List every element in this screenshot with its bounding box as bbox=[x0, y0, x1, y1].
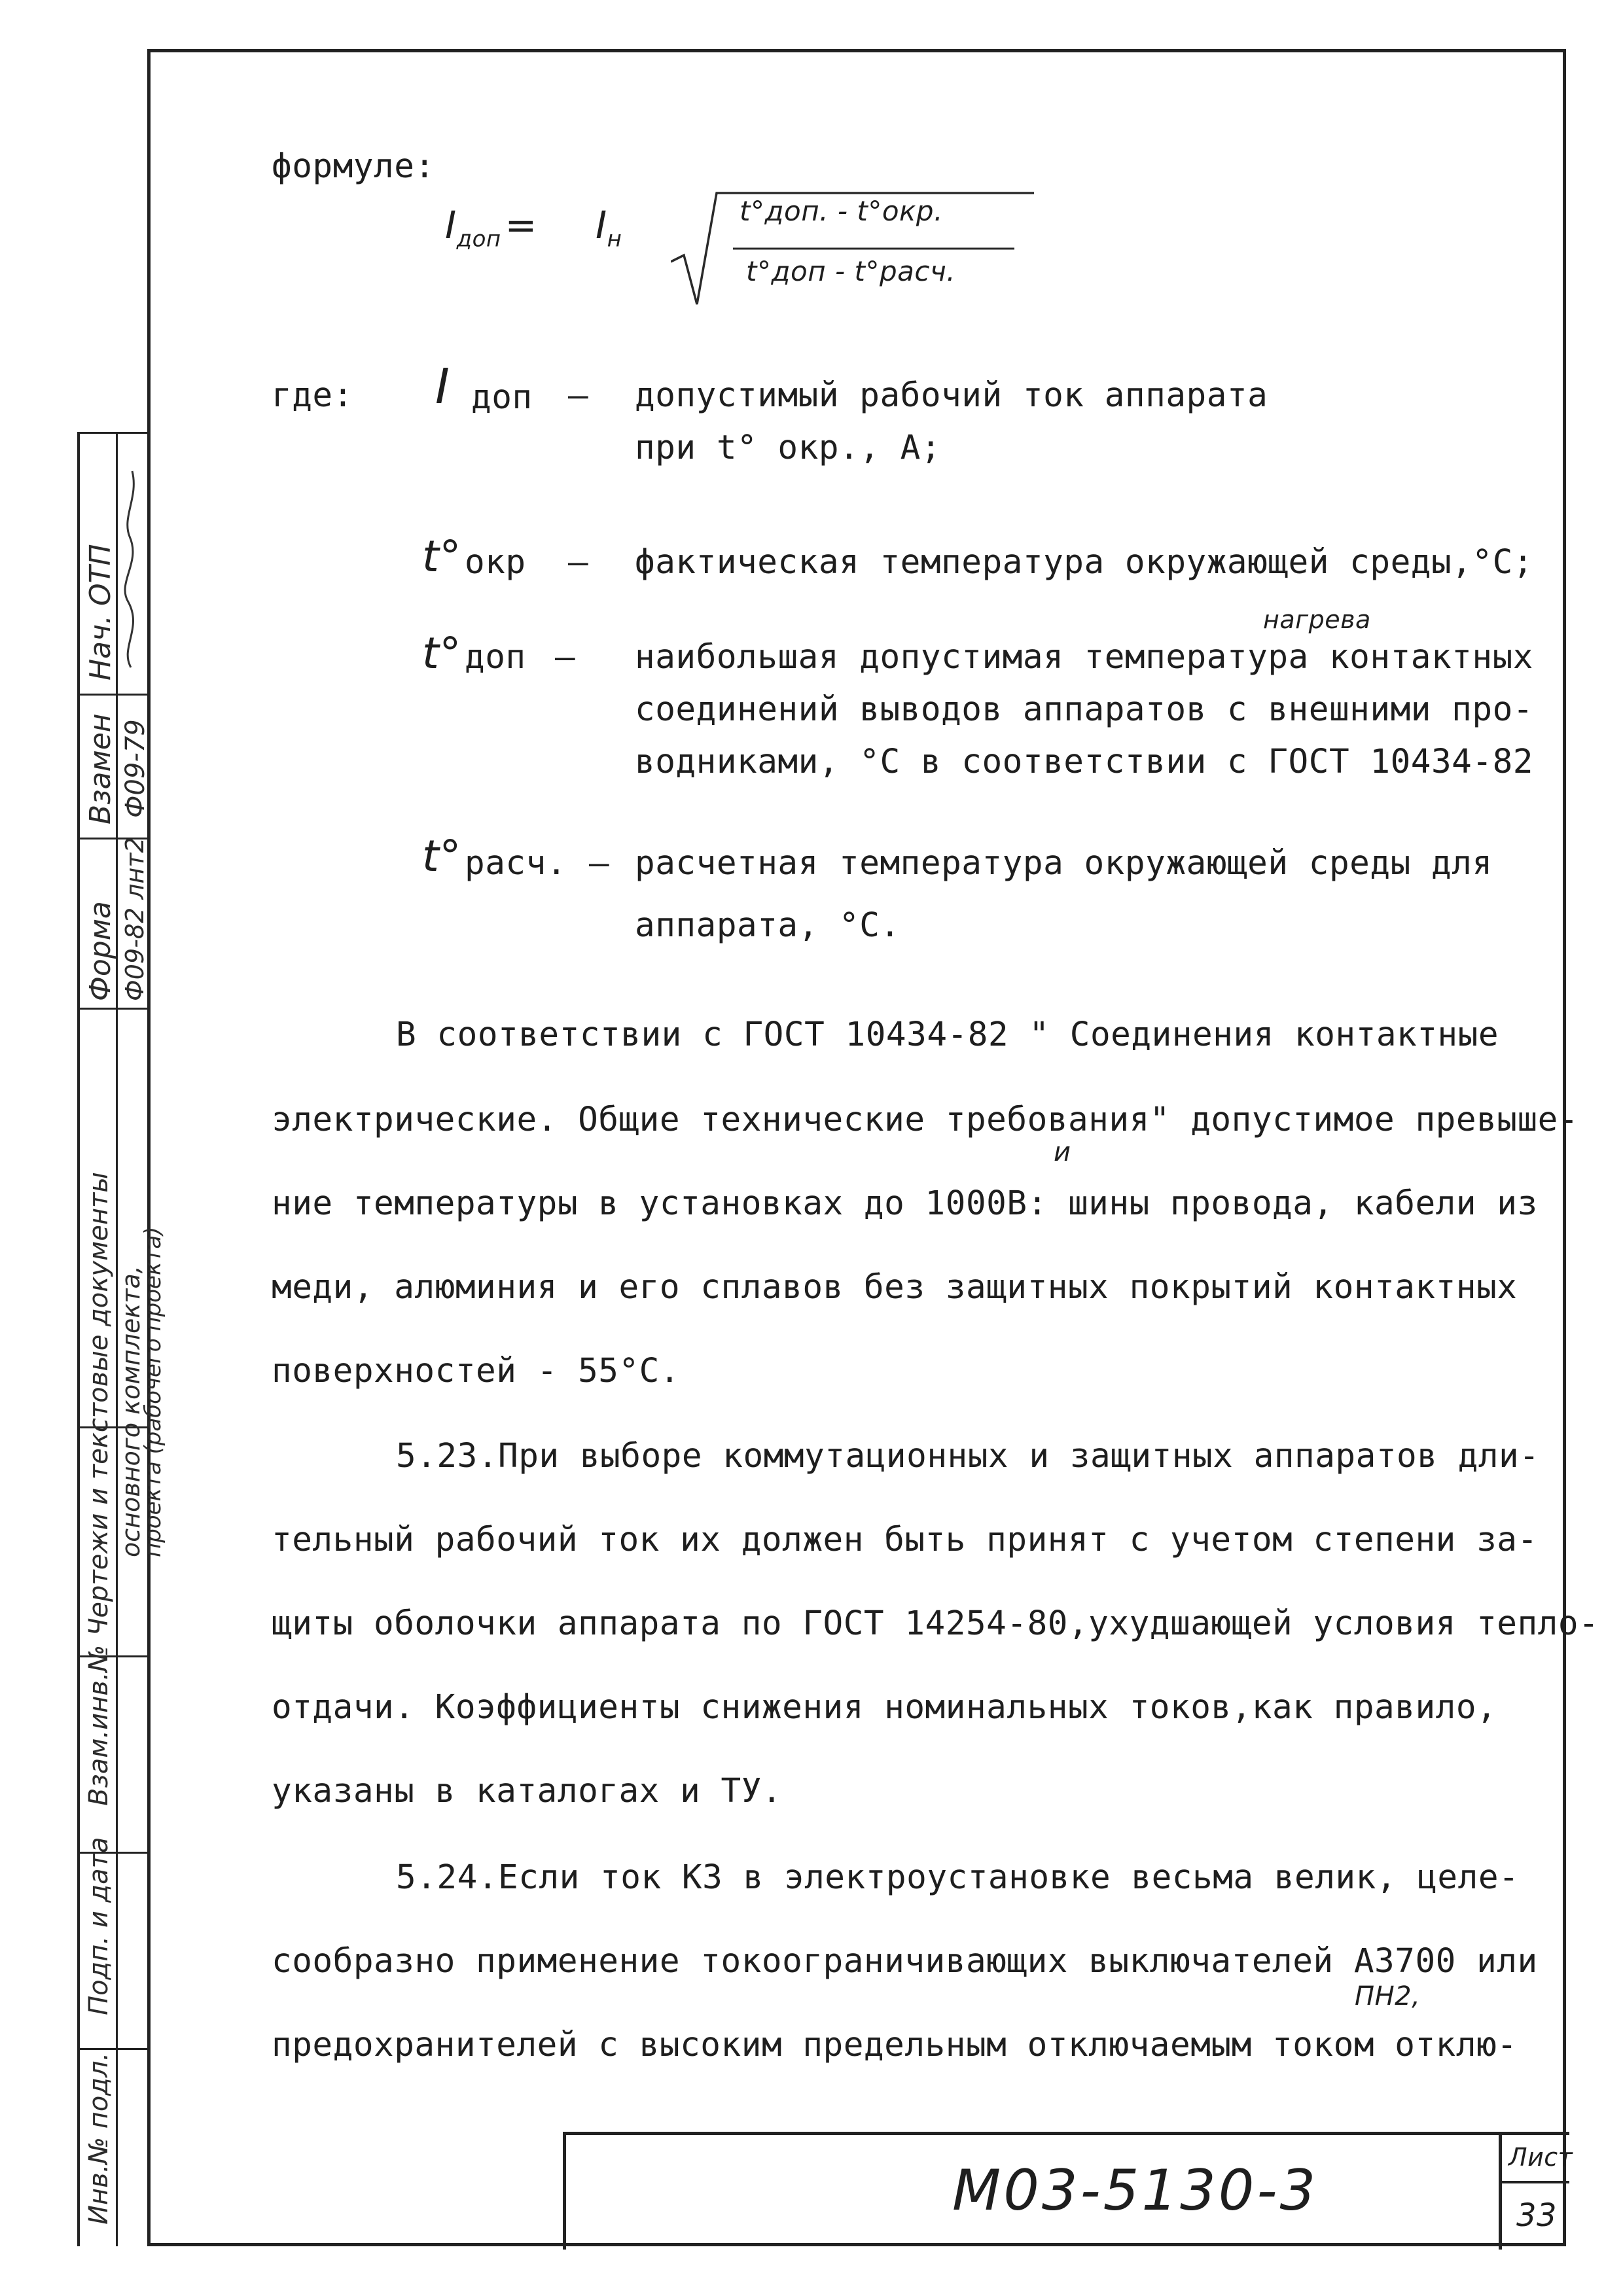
def-symbol: t° bbox=[422, 831, 461, 881]
side-cell bbox=[80, 694, 150, 696]
form-label: Форма bbox=[84, 901, 117, 1001]
def-line: наибольшая допустимая температура контактных bbox=[635, 638, 1534, 677]
def-symbol: t° bbox=[422, 531, 461, 582]
paragraph-line: поверхностей - 55°С. bbox=[272, 1352, 681, 1390]
def-dash: – bbox=[589, 844, 610, 883]
sign-date-label: Подп. и дата bbox=[84, 1837, 114, 2015]
paragraph-line: 5.23.При выборе коммутационных и защитных аппаратов дли- bbox=[396, 1437, 1540, 1475]
replaced-inv-label: Взам.инв.№ bbox=[84, 1644, 114, 1806]
handwritten-insertion: нагрева bbox=[1263, 605, 1371, 634]
def-subscript: расч. bbox=[465, 844, 567, 883]
signature-mark bbox=[116, 458, 146, 674]
def-symbol: I bbox=[435, 359, 450, 415]
formula bbox=[445, 190, 1034, 308]
handwritten-insertion: и bbox=[1054, 1137, 1071, 1167]
paragraph-line: электрические. Общие технические требования" допустимое превыше- bbox=[272, 1101, 1579, 1139]
drawings-label-2: основного комплекта, bbox=[116, 1265, 145, 1557]
def-line: соединений выводов аппаратов с внешними про- bbox=[635, 690, 1534, 729]
replaces-label: Взамен bbox=[84, 713, 117, 824]
side-cell bbox=[80, 1008, 150, 1010]
paragraph-line: указаны в каталогах и ТУ. bbox=[272, 1772, 783, 1810]
form-code: Ф09-82 лнт2 bbox=[120, 837, 149, 1001]
def-dash: – bbox=[568, 376, 589, 415]
paragraph-line: щиты оболочки аппарата по ГОСТ 14254-80,ухудшающей условия тепло- bbox=[272, 1604, 1599, 1643]
def-dash: – bbox=[555, 638, 576, 677]
def-subscript: доп bbox=[471, 378, 533, 417]
formula-numerator: t°доп. - t°окр. bbox=[740, 195, 943, 227]
def-line: допустимый рабочий ток аппарата bbox=[635, 376, 1268, 415]
def-line: водниками, °С в соответствии с ГОСТ 10434-82 bbox=[635, 743, 1534, 781]
sheet-label: Лист bbox=[1508, 2143, 1573, 2172]
formula-rhs: $I_н$ bbox=[596, 203, 622, 253]
formula-denominator: t°доп - t°расч. bbox=[746, 255, 956, 287]
paragraph-line: В соответствии с ГОСТ 10434-82 " Соединения контактные bbox=[396, 1016, 1499, 1054]
drawings-label: Чертежи и текстовые документы bbox=[84, 1172, 114, 1636]
formula-intro: формуле: bbox=[272, 147, 435, 186]
where-label: где: bbox=[272, 376, 353, 415]
paragraph-line: меди, алюминия и его сплавов без защитных покрытий контактных bbox=[272, 1268, 1518, 1307]
paragraph-line: сообразно применение токоограничивающих выключателей А3700 или bbox=[272, 1942, 1538, 1981]
document-code: М03-5130-3 bbox=[952, 2158, 1319, 2223]
replaces-code: Ф09-79 bbox=[120, 719, 151, 818]
def-line: аппарата, °С. bbox=[635, 906, 901, 945]
def-subscript: доп bbox=[465, 638, 526, 677]
def-dash: – bbox=[568, 543, 589, 582]
side-cell bbox=[80, 2048, 150, 2050]
def-line: расчетная температура окружающей среды для bbox=[635, 844, 1493, 883]
paragraph-line: предохранителей с высоким предельным отключаемым током отклю- bbox=[272, 2026, 1518, 2064]
def-symbol: t° bbox=[422, 628, 461, 679]
paragraph-line: тельный рабочий ток их должен быть принят с учетом степени за- bbox=[272, 1521, 1538, 1559]
side-cell-top bbox=[80, 432, 150, 434]
def-subscript: окр bbox=[465, 543, 526, 582]
formula-lhs: $I_{доп}$ = bbox=[445, 203, 537, 253]
def-line: при t° окр., А; bbox=[635, 429, 942, 467]
inv-label: Инв.№ подл. bbox=[84, 2052, 114, 2225]
sheet-divider bbox=[1502, 2181, 1569, 2183]
sheet-number: 33 bbox=[1516, 2197, 1558, 2234]
paragraph-line: отдачи. Коэффициенты снижения номинальных токов,как правило, bbox=[272, 1688, 1497, 1727]
def-line: фактическая температура окружающей среды,°С; bbox=[635, 543, 1534, 582]
handwritten-insertion: ПН2, bbox=[1355, 1981, 1421, 2011]
paragraph-line: 5.24.Если ток КЗ в электроустановке весьма велик, целе- bbox=[396, 1858, 1520, 1897]
head-otp-label: Нач. ОТП bbox=[84, 544, 117, 680]
sheet-box bbox=[1499, 2132, 1573, 2250]
drawings-label-3: проекта (рабочего проекта) bbox=[140, 1226, 166, 1557]
paragraph-line: ние температуры в установках до 1000В: шины провода, кабели из bbox=[272, 1184, 1538, 1223]
